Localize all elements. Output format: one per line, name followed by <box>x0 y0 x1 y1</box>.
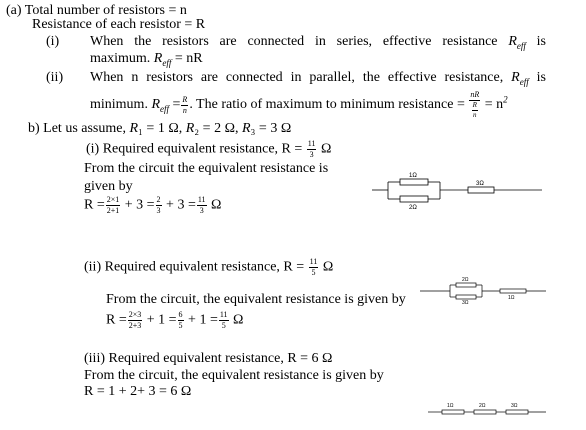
resistor-label: 2Ω <box>462 277 469 283</box>
resistance-each-line: Resistance of each resistor = R <box>32 17 206 32</box>
item-ii-line1: When n resistors are connected in parallel, the effective resistance, $R_{eff}$ is <box>90 70 546 87</box>
case-i-equation: R = $\frac{2\times 1}{2+1}$ + 3 = $\frac{2}{3}$ + 3 = $\frac{11}{3}$ Ω <box>84 195 222 215</box>
circuit-diagram-ii <box>420 275 550 305</box>
resistor-label: 3Ω <box>462 300 469 306</box>
circuit-diagram-iii <box>428 400 550 420</box>
case-ii-from: From the circuit, the equivalent resistance is given by <box>106 292 406 307</box>
case-iii-from: From the circuit, the equivalent resistance is given by <box>84 368 384 383</box>
resistor-label: 1Ω <box>447 403 454 409</box>
resistor-label: 3Ω <box>511 403 518 409</box>
circuit-diagram-i <box>372 172 552 212</box>
case-iii-equation: R = 1 + 2+ 3 = 6 Ω <box>84 384 192 399</box>
case-ii-required: (ii) Required equivalent resistance, R = $\frac{11}{5}$ Ω <box>84 257 334 277</box>
part-a-heading: (a) Total number of resistors = n <box>6 3 187 18</box>
item-ii-marker: (ii) <box>46 70 64 85</box>
r-over-n-fraction: $\frac{R}{n}$ <box>182 94 188 115</box>
case-i-given: given by <box>84 179 133 194</box>
resistor-label: 1Ω <box>409 173 417 179</box>
item-ii-line2: minimum. $R_{eff}$ = $\frac{R}{n}$ . The ratio of maximum to minimum resistance = $\frac{nR}{\frac{R}{n}}$ = $n^2$ <box>90 90 508 119</box>
resistor-label: 3Ω <box>476 181 484 187</box>
item-i-line2: maximum. $R_{eff}$ = nR <box>90 51 203 68</box>
ratio-fraction: $\frac{nR}{\frac{R}{n}}$ <box>470 90 480 119</box>
case-iii-required: (iii) Required equivalent resistance, R = 6 Ω <box>84 351 333 366</box>
case-i-from: From the circuit the equivalent resistance is <box>84 161 329 176</box>
case-ii-equation: R = $\frac{2\times 3}{2+3}$ + 1 = $\frac{6}{5}$ + 1 = $\frac{11}{5}$ Ω <box>106 310 244 330</box>
case-i-required: (i) Required equivalent resistance, R = $\frac{11}{3}$ Ω <box>86 139 332 159</box>
part-b-heading: b) Let us assume, R₁ = 1 Ω, R₂ = 2 Ω, R₃ = 3 Ω <box>28 121 292 136</box>
resistor-label: 1Ω <box>508 295 515 301</box>
resistor-label: 2Ω <box>479 403 486 409</box>
item-i-marker: (i) <box>46 34 60 49</box>
item-i-line1: When the resistors are connected in series, effective resistance $R_{eff}$ is <box>90 34 547 51</box>
resistor-label: 2Ω <box>409 205 417 211</box>
